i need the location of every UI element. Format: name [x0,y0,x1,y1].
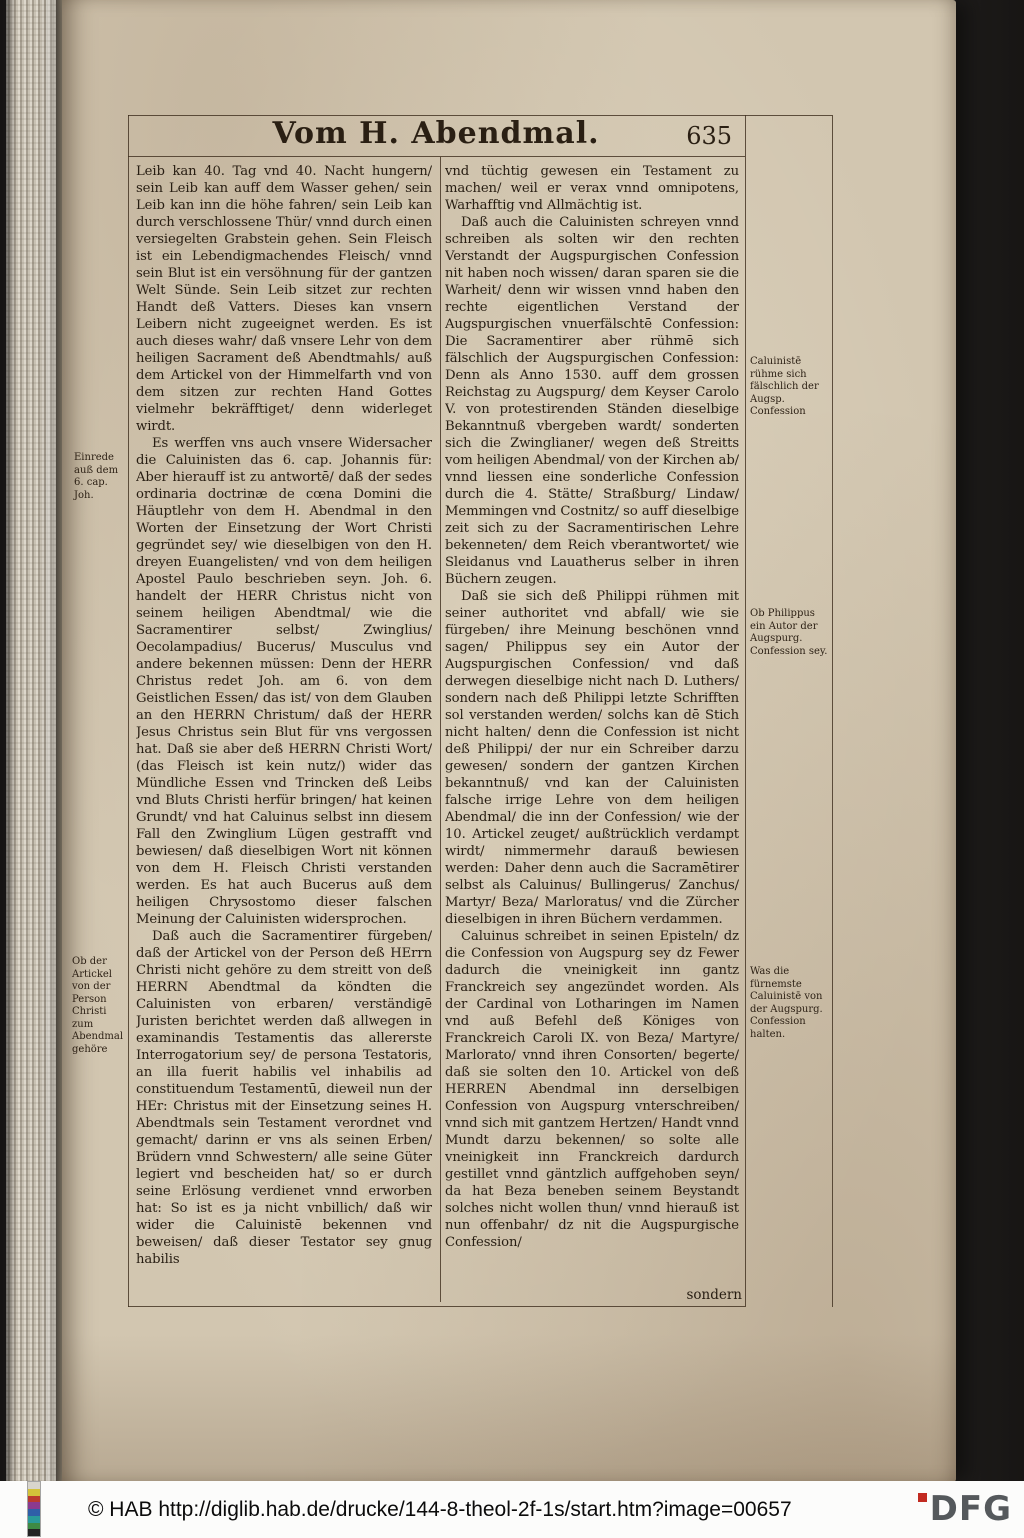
paragraph: vnd tüchtig gewesen ein Testament zu machen/ weil er verax vnnd omnipotens, Warhafftig vnd Allmächtig ist. [445,164,739,213]
frame-rule-bottom [128,1306,745,1307]
margin-note-left-1: Einrede auß dem 6. cap. Joh. [74,452,119,501]
frame-rule-header-divider [128,156,745,157]
dfg-logo [918,1489,1012,1529]
calibration-color-patch [28,1502,40,1509]
margin-note-right-2: Ob Philippus ein Autor der Augspurg. Confession sey. [750,608,828,657]
paragraph: Daß sie sich deß Philippi rühmen mit seiner authoritet vnd abfall/ wie sie fürgeben/ ihre Meinung beschönen vnnd sagen/ Philippus sey ein Autor der Augspurgischen Confession/ vnd daß derwegen dieselbige nicht nach D. Luthers/ sondern nach deß Philippi letzte Schrifften sol verstanden werden/ solchs kan dē Stich nicht halten/ denn die Confession ist nicht deß Philippi/ der nur ein Schreiber darzu gewesen/ sondern der gantzen Kirchen bekanntnuß/ vnd kan der Caluinisten falsche irrige Lehre von dem heiligen Abendmal/ die inn der Confession/ wie der 10. Artickel zeuget/ außtrücklich verdampt wirdt/ nimmermehr darauß bewiesen werden: Daher denn auch die Sacramētirer selbst als Caluinus/ Bullingerus/ Zanchus/ Martyr/ Beza/ Marloratus/ vnd die Zürcher dieselbigen in ihren Büchern verdammen. [445,589,739,927]
frame-rule-right [745,115,746,1307]
dfg-logo-accent [918,1493,927,1502]
running-head-title: Vom H. Abendmal. [272,116,600,151]
calibration-color-patch [28,1482,40,1489]
frame-rule-left [128,115,129,1307]
calibration-color-patch [28,1516,40,1523]
calibration-color-patch [28,1509,40,1516]
margin-note-right-3: Was die fürnemste Caluinistē von der Augspurg. Confession halten. [750,966,823,1040]
frame-rule-column-divider [440,157,441,1302]
margin-note-left-2: Ob der Artickel von der Person Christi zum Abendmal gehöre [72,956,124,1055]
calibration-color-patch [28,1523,40,1530]
scan-caption-bar [0,1481,1024,1538]
paragraph: Daß auch die Caluinisten schreyen vnnd schreiben als solten wir den rechten Verstandt der Augspurgischen Confession nit haben noch wissen/ daran sparen sie die Warheit/ denn wir wissen vnnd haben den rechte eigentlichen Verstand der Augspurgischen vnuerfälschtē Confession: Die Sacramentirer aber rühmē sich fälschlich der Augspurgischen Confession: Denn als Anno 1530. auff dem grossen Reichstag zu Augspurg/ dem Keyser Carolo V. von protestirenden Ständen dieselbige Bekanntnuß vbergeben wardt/ sonderten sich die Zwinglianer/ wegen deß Streitts vom heiligen Abendmal/ von der Kirchen ab/ vnnd liessen eine sonderliche Confession durch die 4. Stätte/ Straßburg/ Lindaw/ Memmingen vnd Costnitz/ so auff dieselbige zeit sich zu der Sacramentirischen Lehre bekenneten/ dem Reich vberantwortet/ wie Sleidanus vnd Lauatherus selber in ihren Büchern zeugen. [445,215,739,587]
dfg-logo-text: DFG [929,1489,1012,1529]
text-column-left [136,163,432,1285]
calibration-strip [27,1481,41,1537]
page-number: 635 [686,122,732,150]
scanned-page [62,0,956,1482]
copyright-url-text: © HAB http://diglib.hab.de/drucke/144-8-theol-2f-1s/start.htm?image=00657 [88,1497,792,1521]
paragraph: Leib kan 40. Tag vnd 40. Nacht hungern/ sein Leib kan auff dem Wasser gehen/ sein Leib kan inn die höhe fahren/ sein Leib kan durch verschlossene Thür/ vnnd durch einen versiegelten Grabstein gehen. Sein Fleisch ist ein Lebendigmachendes Fleisch/ vnnd sein Blut ist ein versöhnung für der gantzen Welt Sünde. Sein Leib sitzet zur rechten Handt deß Vatters. Dieses kan vnsern Leibern nicht zugeeignet werden. Es ist auch dieses wahr/ daß vnsere Lehr von dem heiligen Sacrament deß Abendtmahls/ auß dem Artickel von der Himmelfarth vnd von dem sitzen zur rechten Hand Gottes vielmehr bekräfftiget/ denn widerleget wirdt. [136,164,432,434]
calibration-color-patch [28,1489,40,1496]
book-page-edges [6,0,58,1482]
paragraph: Es werffen vns auch vnsere Widersacher die Caluinisten das 6. cap. Johannis für: Aber hierauff ist zu antwortē/ daß der sedes ordinaria doctrinæ de cœna Domini die Häuptlehr von dem H. Abendmal in den Worten der Einsetzung der Wort Christi gegründet sey/ wie dieselbigen von den H. dreyen Euangelisten/ vnd von dem heiligen Apostel Paulo beschrieben seyn. Joh. 6. handelt der HERR Christus nicht von seinem heiligen Abendtmal/ wie die Sacramentirer selbst/ Zwinglius/ Oecolampadius/ Bucerus/ Musculus vnd andere bekennen müssen: Denn der HERR Christus redet Joh. am 6. von dem Geistlichen Essen/ das ist/ von dem Glauben an den HERRN Christum/ daß der HERR Jesus Christus sein Blut für vns vergossen hat. Daß sie aber deß HERRN Christi Wort/ (das Fleisch ist kein nutz/) wider das Mündliche Essen vnd Trincken deß Leibs vnd Bluts Christi herfür bringen/ hat keinen Grundt/ vnd hat Caluinus selbst inn diesem Fall den Zwinglium Lügen gestrafft vnd bewiesen/ daß dieselbigen Wort nit können von dem H. Fleisch Christi verstanden werden. Es hat auch Bucerus auß dem heiligen Chrysostomo dieser falschen Meinung der Caluinisten widersprochen. [136,436,432,927]
frame-rule-margin-outer [832,115,833,1307]
catchword: sondern [686,1287,742,1303]
calibration-color-patch [28,1496,40,1503]
paragraph: Daß auch die Sacramentirer fürgeben/ daß der Artickel von der Person deß HErrn Christi nicht gehöre zu dem streitt von deß HERRN Abendtmal da köndten die Caluinisten von erbaren/ verständigē Juristen berichtet werden daß allwegen in examinandis Testamentis das allererste Interrogatorium sey/ de persona Testatoris, an illa fuerit habilis vel inhabilis ad constituendum Testamentū, dieweil nun der HEr: Christus mit der Einsetzung seines H. Abendtmals sein Testament verordnet vnd gemacht/ darinn er vns als seinen Erben/ Brüdern vnnd Schwestern/ alle seine Güter legiert vnd bescheiden hat/ so er durch seine Erlösung verdienet vnnd erworben hat: So ist es ja nicht vnbillich/ daß wir wider die Caluinistē bekennen vnd beweisen/ daß dieser Testator sey gnug habilis [136,929,432,1267]
margin-note-right-1: Caluinistē rühme sich fälschlich der Augsp. Confession [750,356,819,417]
paragraph: Caluinus schreibet in seinen Episteln/ dz die Confession von Augspurg sey dz Fewer dadurch die vneinigkeit inn gantz Franckreich sey angezündet worden. Als der Cardinal von Lotharingen im Namen vnd auß Befehl deß Königes von Franckreich Caroli IX. von Beza/ Martyre/ Marlorato/ vnnd ihren Consorten/ begerte/ daß sie solten den 10. Artickel von deß HERREN Abendmal inn derselbigen Confession von Augspurg vnterschreiben/ vnnd sich mit gantzem Hertzen/ Handt vnnd Mundt darzu bekennen/ so solte alle vneinigkeit inn Franckreich dardurch gestillet vnnd gäntzlich auffgehoben seyn/ da hat Beza beneben seinem Beystandt solches nicht wollen thun/ vnnd hierauß ist nun offenbahr/ dz nit die Augspurgische Confession/ [445,929,739,1250]
calibration-color-patch [28,1529,40,1536]
page-edge-highlight [46,0,56,1482]
text-column-right [445,163,739,1285]
